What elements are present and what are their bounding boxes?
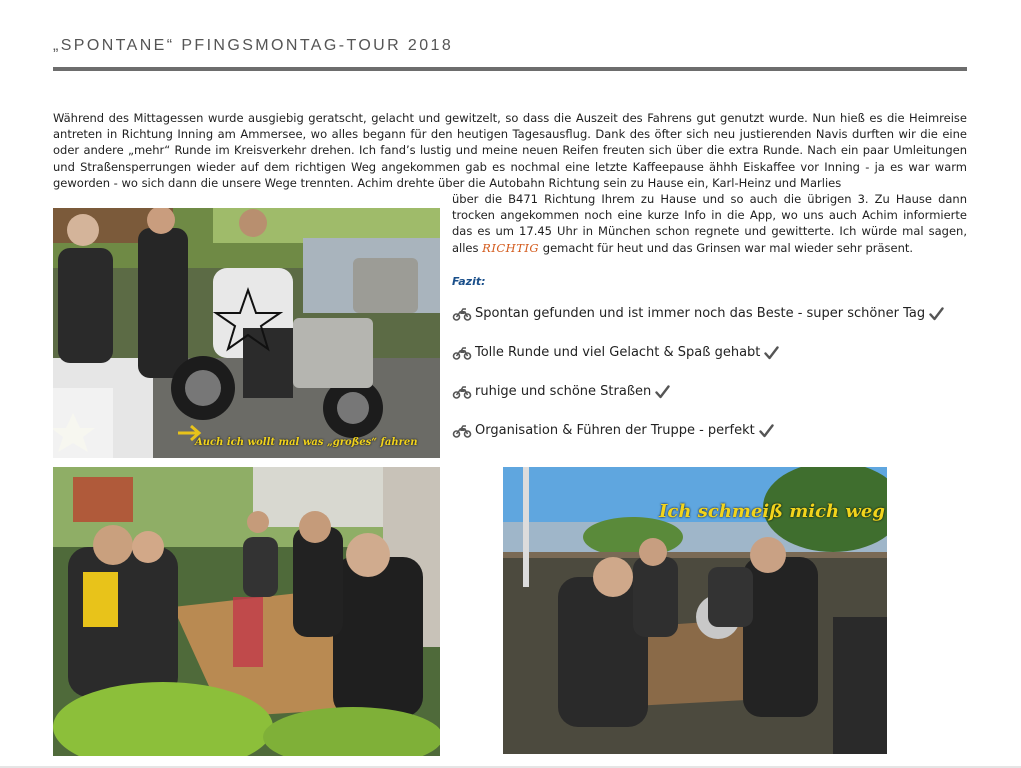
photo-lunch-table: [53, 467, 440, 756]
page-title: „SPONTANE“ PFINGSMONTAG-TOUR 2018: [53, 37, 454, 54]
check-icon: [655, 385, 670, 399]
motorcycle-icon: [452, 346, 472, 360]
motorcycle-icon: [452, 424, 472, 438]
paragraph-continued-end: gemacht für heut und das Grinsen war mal wieder sehr präsent.: [542, 240, 914, 255]
paragraph-main: Während des Mittagessen wurde ausgiebig geratscht, gelacht und gewitzelt, so dass die Auszeit des Fahrens gut genutzt wurde. Nun hieß es die Heimreise antreten in Richtung Inning am Ammersee, wo alles begann für den heutigen Tagesausflug. Dank des öfter sich neu justierenden Navis durften wir die eine oder andere „mehr“ Runde im Kreisverkehr drehen. Ich fand’s lustig und meine neuen Reifen freuten sich über die extra Runde. Nach ein paar Umleitungen und Straßensperrungen wieder auf dem richtigen Weg angekommen gab es nochmal eine letzte Kaffeepause ähhh Eiskaffee vor Inning - ja es war warm geworden - wo sich dann die unsere Wege trennten. Achim drehte über die Autobahn Richtung sein zu Hause ein, Karl-Heinz und Marlies: [53, 111, 967, 190]
photo-terrace: [503, 467, 887, 754]
fazit-heading: Fazit:: [452, 275, 486, 288]
check-icon: [764, 346, 779, 360]
fazit-item-text: Tolle Runde und viel Gelacht & Spaß gehabt: [475, 345, 761, 360]
title-divider: [53, 67, 967, 71]
list-item: [452, 411, 944, 450]
check-icon: [929, 307, 944, 321]
motorcycle-icon: [452, 307, 472, 321]
fazit-item-text: ruhige und schöne Straßen: [475, 384, 652, 399]
highlight-word: RICHTIG: [482, 240, 540, 255]
fazit-item-text: Spontan gefunden und ist immer noch das Beste - super schöner Tag: [475, 306, 926, 321]
photo-caption: Auch ich wollt mal was „großes“ fahren: [195, 437, 418, 448]
list-item: [452, 333, 944, 372]
paragraph-continued: [452, 191, 967, 256]
fazit-item-text: Organisation & Führen der Truppe - perfekt: [475, 423, 755, 438]
photo-motorcycles: [53, 208, 440, 458]
photo-caption: Ich schmeiß mich weg: [659, 501, 885, 522]
list-item: [452, 372, 944, 411]
check-icon: [759, 424, 774, 438]
fazit-list: [452, 294, 944, 450]
motorcycle-icon: [452, 385, 472, 399]
paragraph-continued-text: über die B471 Richtung Ihrem zu Hause und so auch die übrigen 3. Zu Hause dann trocken angekommen noch eine kurze Info in die App, wo uns auch Achim informierte das es um 17.45 Uhr in München schon regnete und gewitterte. Ich würde mal sagen, alles: [452, 192, 967, 255]
list-item: [452, 294, 944, 333]
